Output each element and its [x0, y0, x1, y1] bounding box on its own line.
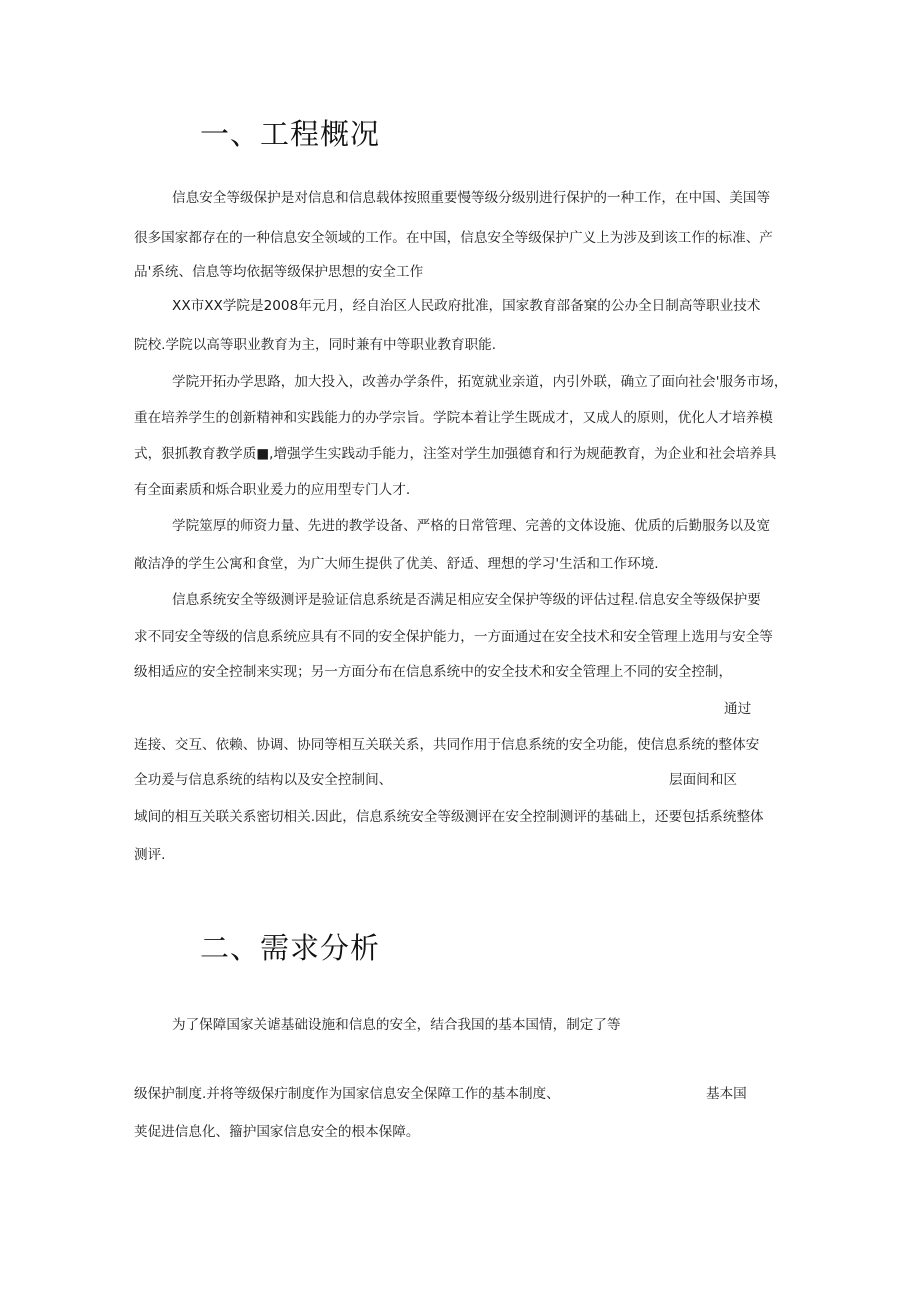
paragraph-line: 级相适应的安全控制来实现；另一方面分布在信息系统中的安全技术和安全管理上不同的安全控制， — [134, 664, 733, 680]
paragraph-line: 有全面素质和烁合职业爰力的应用型专门人才. — [134, 482, 411, 498]
paragraph-line: 信息安全等级保护是对信息和信息载体按照重要慢等级分级别进行保护的一种工作，在中国、美国等 — [172, 190, 771, 206]
paragraph-line: 通过 — [724, 701, 752, 717]
paragraph-line: 全功爰与信息系统的结构以及安全控制间、 — [134, 772, 393, 788]
paragraph-line: XX市XX学院是2008年元月，经自治区人民政府批准，国家教育部备窠的公办全日制高等职业技术 — [172, 298, 761, 314]
section-1-heading: 一、工程概况 — [200, 117, 381, 151]
paragraph-line: 信息系统安全等级测评是验证信息系统是否满足相应安全保护等级的评估过程.信息安全等级保护要 — [172, 592, 761, 608]
paragraph-line: 域间的相互关联关系密切相关.因此，信息系统安全等级测评在安全控制测评的基础上，还要包括系统整体 — [134, 809, 764, 825]
paragraph-line: 测评. — [134, 847, 166, 863]
paragraph-line: 为了保障国家关谑基础设施和信息的安全，结合我国的基本国情，制定了等 — [172, 1017, 621, 1033]
paragraph-line: 重在培养学生的创新精神和实践能力的办学宗旨。学院本着让学生既成才，又成人的原则，优化人才培养模 — [134, 410, 773, 426]
paragraph-line: 层面间和区 — [669, 772, 737, 788]
section-2-heading: 二、需求分析 — [200, 931, 381, 965]
paragraph-line: 式，狠抓教育教学质■,增强学生实践动手能力，注筌对学生加强德育和行为规葩教育，为企业和社会培养具 — [134, 446, 777, 462]
paragraph-line: 求不同安全等级的信息系统应具有不同的安全保护能力，一方面通过在安全技术和安全管理上选用与安全等 — [134, 629, 773, 645]
paragraph-line: 荚促进信息化、籀护国家信息安全的根本保障。 — [134, 1124, 420, 1140]
paragraph-line: 品'系统、信息等均依据等级保护思想的安全工作 — [134, 264, 424, 280]
paragraph-line: 基本国 — [706, 1086, 747, 1102]
paragraph-line: 敞洁净的学生公寓和食堂，为广大师生提供了优美、舒适、理想的学习'生活和工作环境. — [134, 556, 659, 572]
paragraph-line: 级保护制度.并将等级保疔制度作为国家信息安全保障工作的基本制度、 — [134, 1086, 560, 1102]
paragraph-line: 院校.学院以高等职业教育为主，同时兼有中等职业教育职能. — [134, 337, 497, 353]
paragraph-line: 连接、交互、依赖、协调、协同等相互关联关系，共同作用于信息系统的安全功能，使信息系统的整体安 — [134, 737, 760, 753]
paragraph-line: 学院筮厚的师资力量、先进的教学设备、严格的日常管理、完善的文体设施、优质的后勤服务以及宽 — [172, 518, 771, 534]
paragraph-line: 学院开拓办学思路，加大投入，改善办学条件，拓宽就业亲道，内引外联，确立了面向社会'服务市场， — [172, 374, 788, 390]
paragraph-line: 很多国家都存在的一种信息安全领域的工作。在中国，信息安全等级保护广义上为涉及到该工作的标准、产 — [134, 230, 773, 246]
